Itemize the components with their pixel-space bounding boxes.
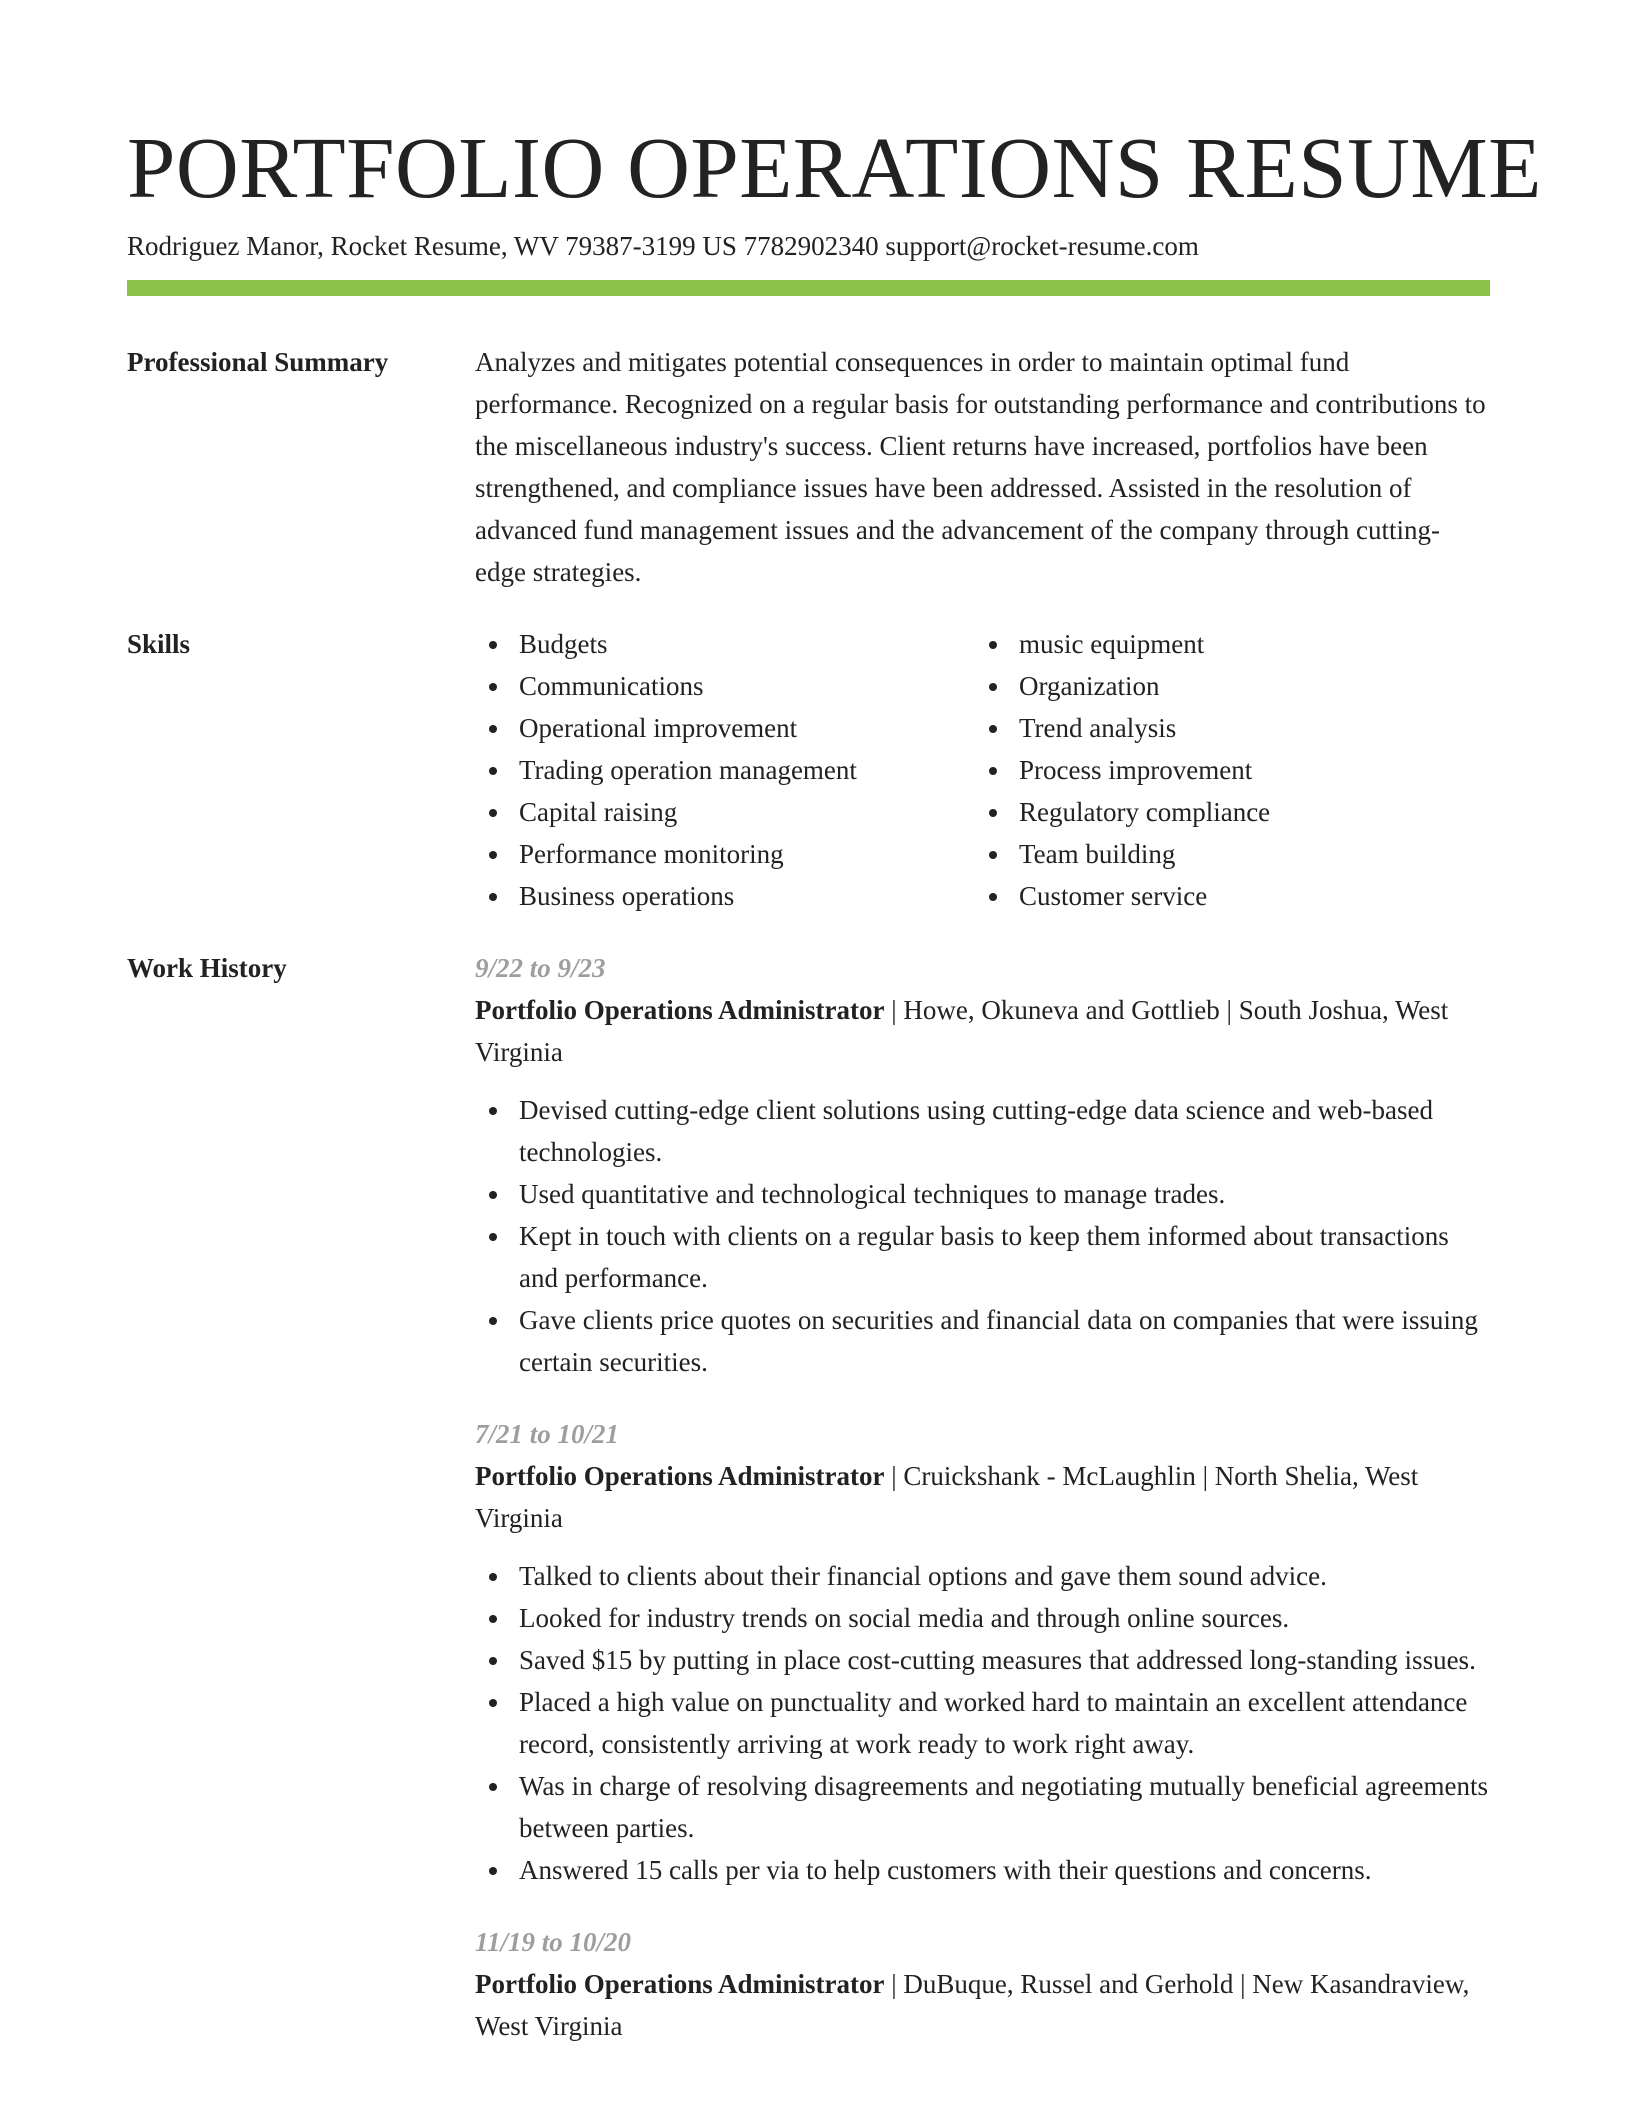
job-dates: 7/21 to 10/21 xyxy=(475,1419,620,1449)
job-heading xyxy=(475,1455,1490,1539)
skill-item: Capital raising xyxy=(475,791,975,833)
work-history-section xyxy=(127,947,1490,2077)
job-duty-item: Looked for industry trends on social media and through online sources. xyxy=(475,1597,1490,1639)
job-duties-list xyxy=(475,1555,1490,1891)
job-employer-location: | DuBuque, Russel and Gerhold | New Kasandraview, West Virginia xyxy=(475,1969,1470,2041)
job-duty-item: Gave clients price quotes on securities and financial data on companies that were issuing certain securities. xyxy=(475,1299,1490,1383)
skills-columns xyxy=(475,623,1490,917)
job-duty-item: Answered 15 calls per via to help customers with their questions and concerns. xyxy=(475,1849,1490,1891)
job-duty-item: Kept in touch with clients on a regular basis to keep them informed about transactions and performance. xyxy=(475,1215,1490,1299)
skill-item: Communications xyxy=(475,665,975,707)
section-heading-work-history: Work History xyxy=(127,953,287,983)
skill-item: Organization xyxy=(975,665,1475,707)
skill-item: Regulatory compliance xyxy=(975,791,1475,833)
job-heading xyxy=(475,989,1490,1073)
skills-list-right xyxy=(975,623,1475,917)
skills-section xyxy=(127,623,1490,917)
job-duty-item: Placed a high value on punctuality and worked hard to maintain an excellent attendance record, consistently arriving at work ready to work right away. xyxy=(475,1681,1490,1765)
work-history-list xyxy=(475,947,1490,2077)
section-heading-skills: Skills xyxy=(127,629,191,659)
job-employer-location: | Howe, Okuneva and Gottlieb | South Joshua, West Virginia xyxy=(475,995,1449,1067)
job-dates: 9/22 to 9/23 xyxy=(475,953,606,983)
skill-item: Budgets xyxy=(475,623,975,665)
skill-item: Business operations xyxy=(475,875,975,917)
job-duty-item: Talked to clients about their financial options and gave them sound advice. xyxy=(475,1555,1490,1597)
job-title: Portfolio Operations Administrator xyxy=(475,995,885,1025)
contact-line: Rodriguez Manor, Rocket Resume, WV 79387-3199 US 7782902340 support@rocket-resume.com xyxy=(127,231,1199,261)
section-heading-summary: Professional Summary xyxy=(127,347,389,377)
skill-item: Performance monitoring xyxy=(475,833,975,875)
job-duties-list xyxy=(475,1089,1490,1383)
job-employer-location: | Cruickshank - McLaughlin | North Shelia, West Virginia xyxy=(475,1461,1419,1533)
skill-item: music equipment xyxy=(975,623,1475,665)
job-title: Portfolio Operations Administrator xyxy=(475,1969,885,1999)
job-duty-item: Saved $15 by putting in place cost-cutting measures that addressed long-standing issues. xyxy=(475,1639,1490,1681)
job-heading xyxy=(475,1963,1490,2047)
job-dates: 11/19 to 10/20 xyxy=(475,1927,632,1957)
job-duty-item: Used quantitative and technological techniques to manage trades. xyxy=(475,1173,1490,1215)
job-entry xyxy=(475,1921,1490,2047)
skill-item: Process improvement xyxy=(975,749,1475,791)
resume-page xyxy=(127,118,1542,2077)
skill-item: Customer service xyxy=(975,875,1475,917)
summary-text: Analyzes and mitigates potential consequences in order to maintain optimal fund performance. Recognized on a regular basis for outstanding performance and contributions to the miscellaneous industry's success. Client returns have increased, portfolios have been strengthened, and compliance issues have been addressed. Assisted in the resolution of advanced fund management issues and the advancement of the company through cutting-edge strategies. xyxy=(475,347,1486,587)
job-duty-item: Was in charge of resolving disagreements and negotiating mutually beneficial agreements between parties. xyxy=(475,1765,1490,1849)
job-entry xyxy=(475,1413,1490,1891)
skill-item: Operational improvement xyxy=(475,707,975,749)
accent-divider xyxy=(127,280,1490,296)
skill-item: Trading operation management xyxy=(475,749,975,791)
job-duty-item: Devised cutting-edge client solutions using cutting-edge data science and web-based technologies. xyxy=(475,1089,1490,1173)
job-entry xyxy=(475,947,1490,1383)
resume-title: PORTFOLIO OPERATIONS RESUME xyxy=(127,119,1542,216)
summary-section xyxy=(127,341,1490,593)
job-title: Portfolio Operations Administrator xyxy=(475,1461,885,1491)
skill-item: Trend analysis xyxy=(975,707,1475,749)
skill-item: Team building xyxy=(975,833,1475,875)
skills-list-left xyxy=(475,623,975,917)
